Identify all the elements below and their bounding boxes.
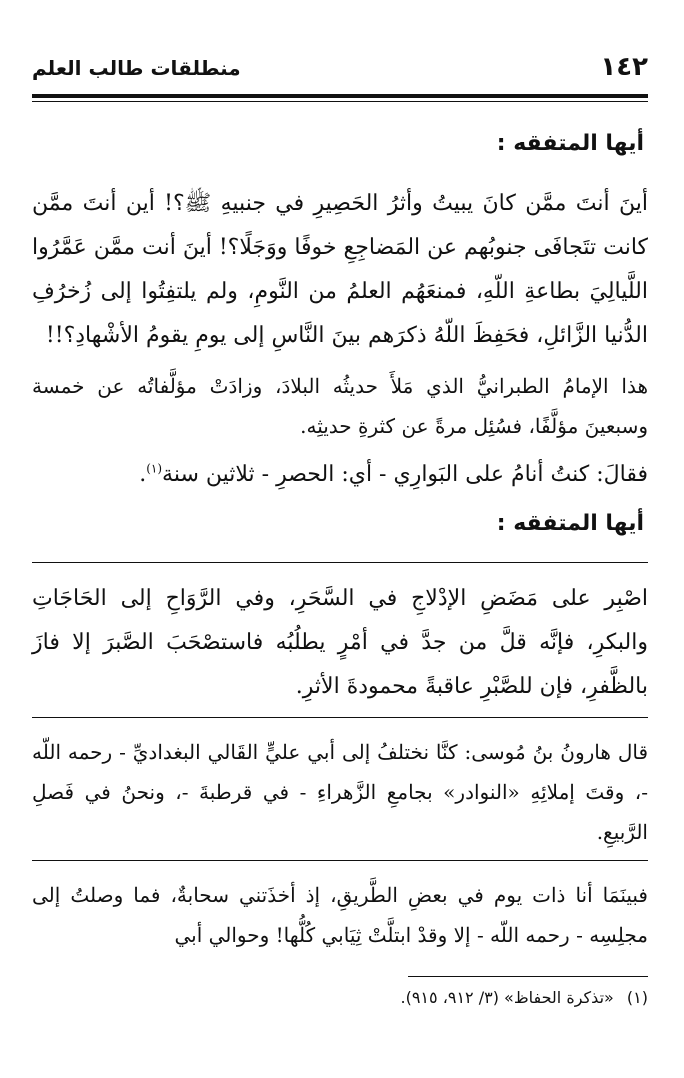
page-number: ١٤٢ — [600, 52, 648, 82]
running-title: منطلقات طالب العلم — [32, 56, 241, 80]
page-header — [32, 48, 648, 88]
footnote-rule — [408, 976, 648, 977]
footnote — [32, 984, 648, 1012]
header-rule-thick — [32, 94, 648, 98]
footnote-reference[interactable]: (١) — [146, 461, 163, 476]
footnote-mark: (١) — [626, 988, 648, 1007]
section-divider — [32, 562, 648, 563]
section-heading: أيها المتفقه : — [496, 131, 644, 156]
section-heading: أيها المتفقه : — [496, 511, 644, 536]
paragraph: فبينَمَا أنا ذات يوم في بعضِ الطَّريقِ، إذ أخذَتني سحابةٌ، فما وصلتُ إلى مجلِسِه - رحمه اللّه - إلا وقدْ ابتلَّتْ ثِيَابي كُلُّها! وحوالي أبي — [32, 883, 648, 947]
poem-paragraph: اصْبِر على مَضَضِ الإدْلاجِ في السَّحَرِ، وفي الرَّوَاحِ إلى الحَاجَاتِ والبكرِ، فإنَّه قلَّ من جدَّ في أمْرٍ يطلُبُه فاستصْحَبَ الصَّبرَ إلا فازَ بالظَّفرِ، فإن للصَّبْرِ عاقبةً محمودةَ الأثرِ. — [32, 586, 648, 699]
section-divider — [32, 860, 648, 861]
paragraph: هذا الإمامُ الطبرانيُّ الذي مَلأَ حديثُه البلادَ، وزادَتْ مؤلَّفاتُه عن خمسة وسبعينَ مؤلَّفًا، فسُئِل مرةً عن كثرةِ حديثِه. — [32, 374, 648, 438]
main-content — [32, 118, 648, 963]
quote-text: فقالَ: كنتُ أنامُ على البَوارِي - أي: الحصرِ - ثلاثين سنة — [162, 462, 648, 487]
section-divider — [32, 717, 648, 718]
footnote-text: «تذكرة الحفاظ» (٣/ ٩١٢، ٩١٥). — [400, 988, 614, 1007]
header-rule-thin — [32, 101, 648, 102]
paragraph: قال هارونُ بنُ مُوسى: كنَّا نختلفُ إلى أبي عليٍّ القَالي البغداديِّ - رحمه اللّه -، وقتَ إملائِهِ «النوادر» بجامعِ الزَّهراءِ - في قرطبةَ -، ونحنُ في فَصلِ الرَّبيعِ. — [32, 740, 648, 844]
paragraph: أينَ أنتَ ممَّن كانَ يبيتُ وأثرُ الحَصِيرِ في جنبيهِ ﷺ؟! أين أنتَ ممَّن كانت تتَجافَى جنوبُهم عن المَضاجِعِ خوفًا ووَجَلًا؟! أينَ أنت ممَّن عَمَّرُوا اللَّيالِيَ بطاعةِ اللّهِ، فمنعَهُم العلمُ من النَّومِ، ولم يلتفِتُوا إلى زُخرُفِ الدُّنيا الزَّائلِ، فحَفِظَ اللّهُ ذكرَهم بينَ النَّاسِ إلى يومِ يقومُ الأشْهادِ؟!! — [32, 191, 648, 348]
quote-paragraph: فقالَ: كنتُ أنامُ على البَوارِي - أي: الحصرِ - ثلاثين سنة$^{(١)}$. — [139, 461, 648, 487]
